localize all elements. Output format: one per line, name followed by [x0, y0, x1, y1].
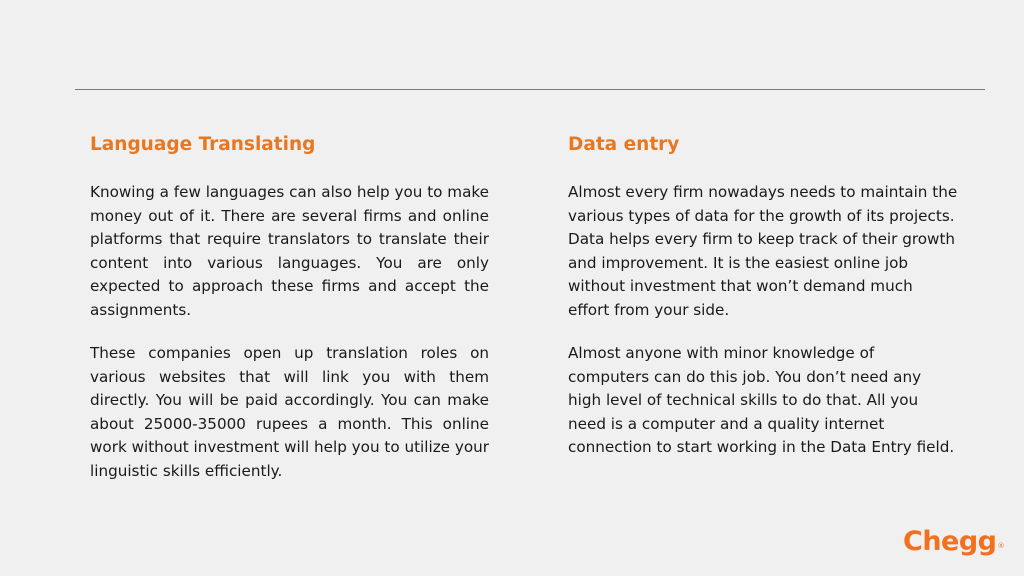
section-title-language-translating: Language Translating	[90, 134, 316, 155]
paragraph: Almost anyone with minor knowledge of computers can do this job. You don’t need any high level of technical skills to do that. All you need is a computer and a quality internet connection to start working in the Data Entry field.	[568, 344, 955, 456]
header-divider	[75, 89, 985, 90]
paragraph: Almost every firm nowadays needs to maintain the various types of data for the growth of its projects. Data helps every firm to keep track of their growth and improvement. It is the easiest online job without investment that won’t demand much effort from your side.	[568, 183, 958, 319]
paragraph: These companies open up translation roles on various websites that will link you with them directly. You will be paid accordingly. You can make about 25000-35000 rupees a month. This online work without investment will help you to utilize your linguistic skills efficiently.	[90, 344, 489, 480]
section-title-data-entry: Data entry	[568, 134, 680, 155]
paragraph: Knowing a few languages can also help you to make money out of it. There are several firms and online platforms that require translators to translate their content into various languages. You are only expected to approach these firms and accept the assignments.	[90, 183, 489, 319]
data-entry-section	[568, 131, 958, 480]
registered-mark: ®	[997, 542, 1005, 550]
chegg-logo	[903, 526, 1004, 558]
language-translating-section	[90, 131, 489, 503]
logo-text: Chegg	[903, 526, 997, 557]
